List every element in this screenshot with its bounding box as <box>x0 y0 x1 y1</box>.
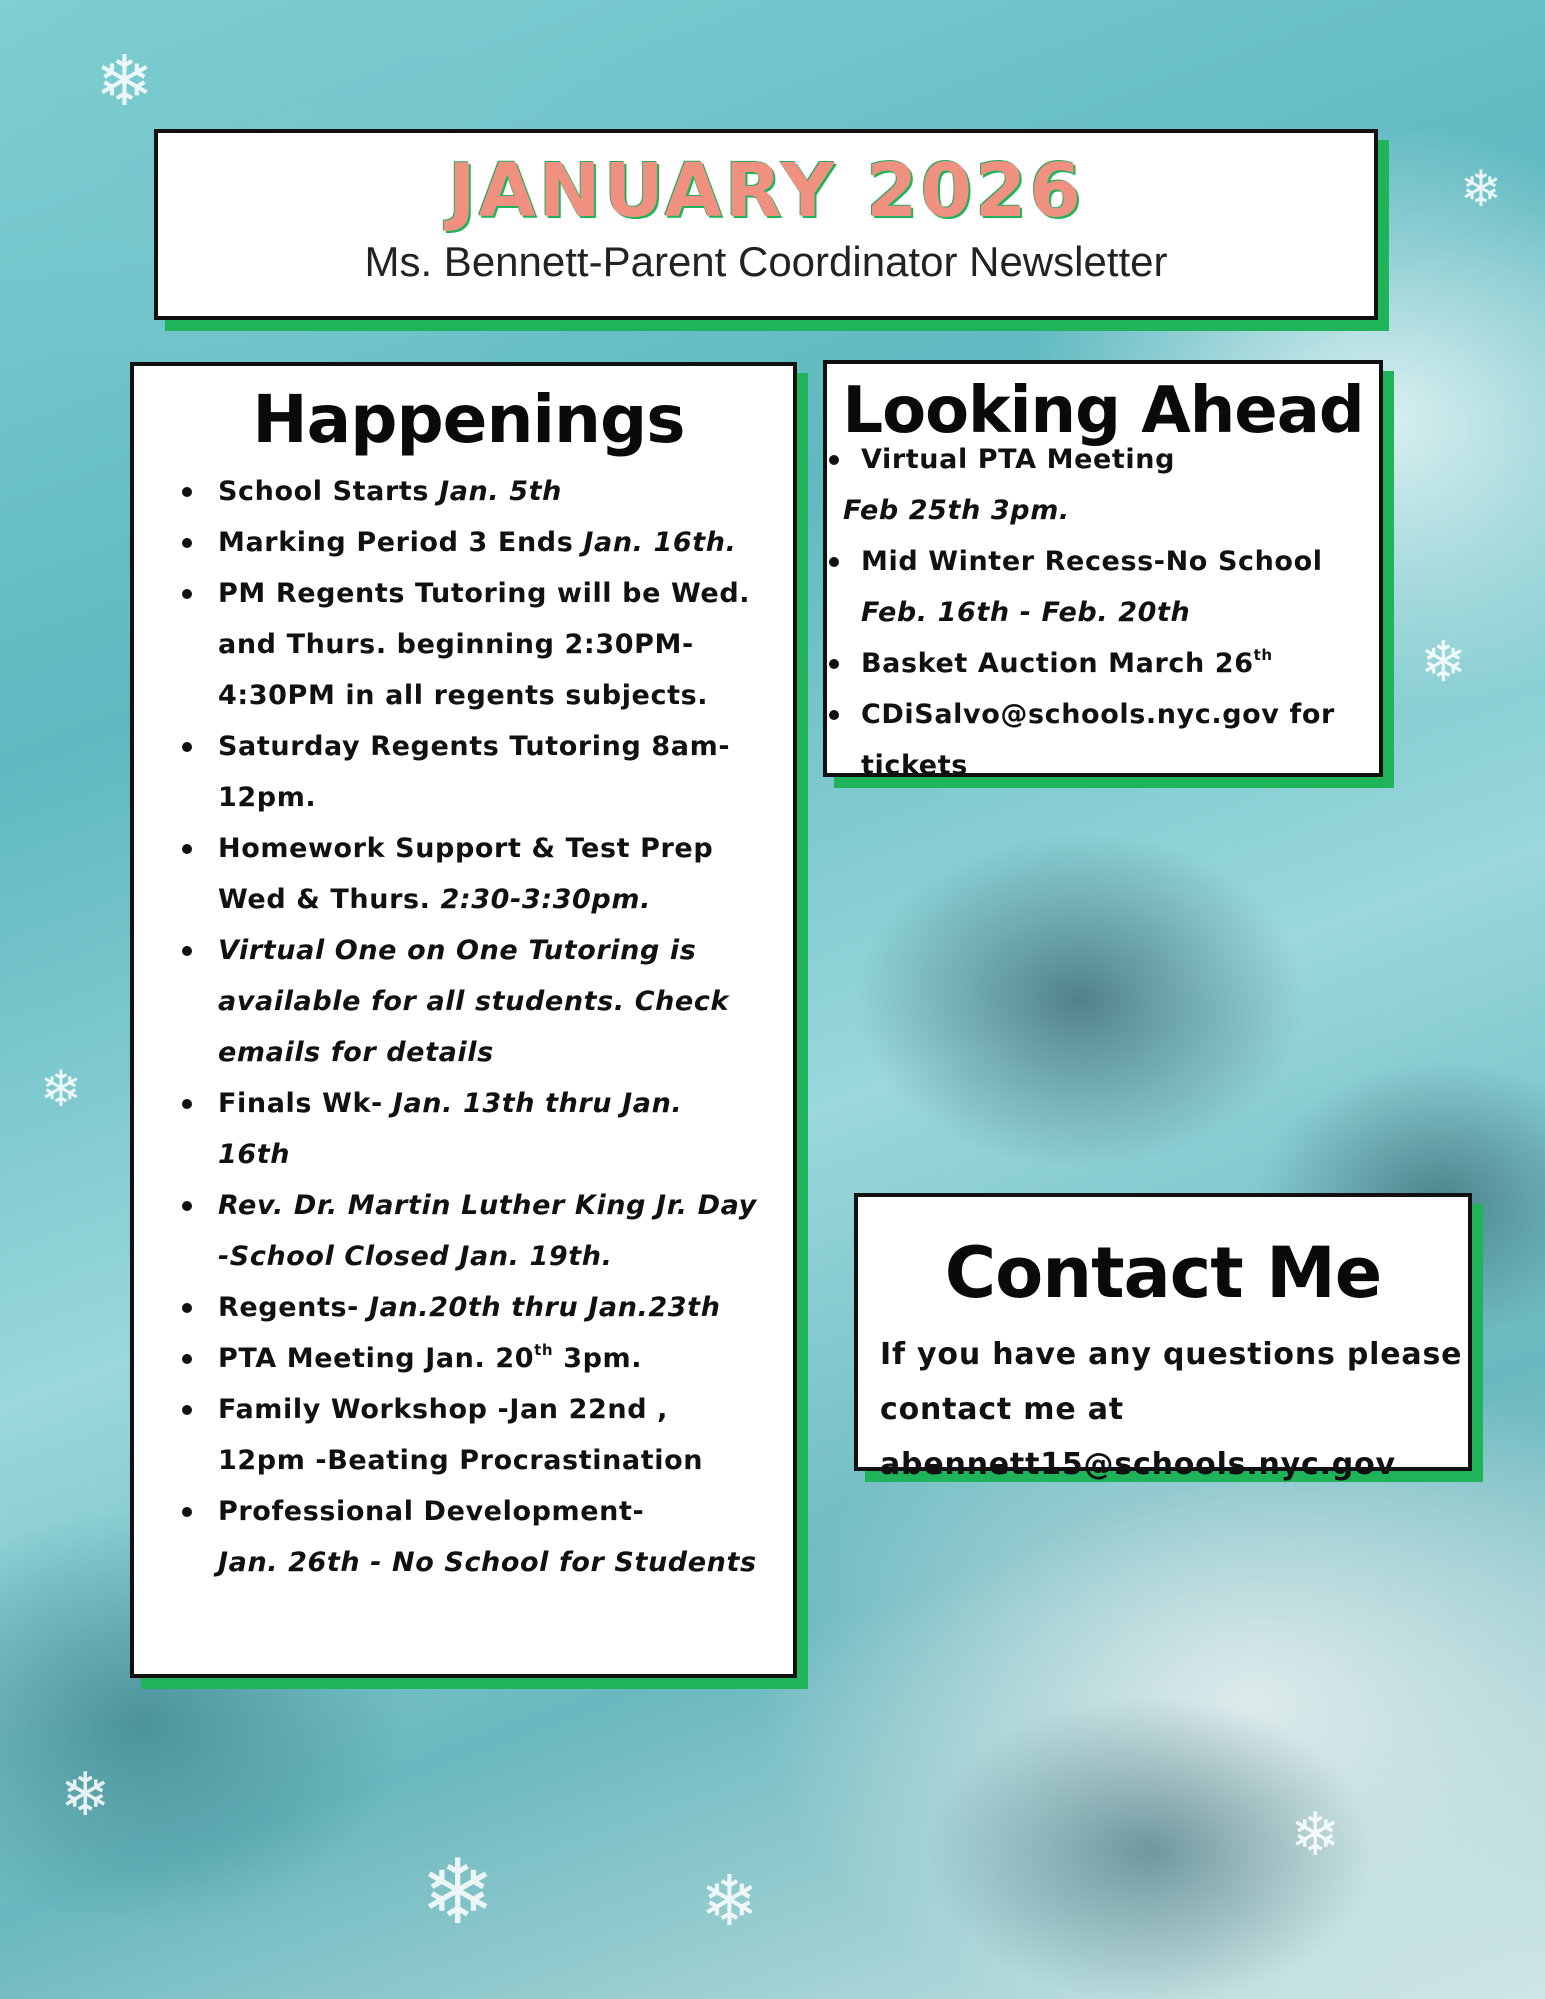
happenings-panel <box>130 362 797 1678</box>
title-banner <box>154 129 1378 320</box>
snowflake-icon: ❄ <box>1290 1800 1341 1870</box>
contact-heading: Contact Me <box>944 1232 1382 1314</box>
list-item: Family Workshop -Jan 22nd , 12pm -Beating Procrastination <box>174 1384 763 1486</box>
happenings-heading: Happenings <box>252 381 685 458</box>
list-item: Homework Support & Test Prep Wed & Thurs. 2:30-3:30pm. <box>174 823 763 925</box>
list-item: PM Regents Tutoring will be Wed. and Thurs. beginning 2:30PM-4:30PM in all regents subjects. <box>174 568 763 721</box>
looking-ahead-heading: Looking Ahead <box>842 374 1364 448</box>
list-item: Professional Development- Jan. 26th - No School for Students <box>174 1486 763 1588</box>
list-item: Finals Wk- Jan. 13th thru Jan. 16th <box>174 1078 763 1180</box>
list-item: PTA Meeting Jan. 20th 3pm. <box>174 1333 763 1384</box>
list-item: Regents- Jan.20th thru Jan.23th <box>174 1282 763 1333</box>
snowflake-icon: ❄ <box>420 1840 496 1945</box>
snowflake-icon: ❄ <box>700 1860 759 1942</box>
ticket-email-link[interactable]: CDiSalvo@schools.nyc.gov for tickets <box>861 699 1335 781</box>
snowflake-icon: ❄ <box>1420 630 1467 695</box>
list-item: Rev. Dr. Martin Luther King Jr. Day -School Closed Jan. 19th. <box>174 1180 763 1282</box>
list-item: School Starts Jan. 5th <box>174 466 763 517</box>
newsletter-subtitle: Ms. Bennett-Parent Coordinator Newsletter <box>364 238 1168 285</box>
snowflake-icon: ❄ <box>60 1760 111 1830</box>
happenings-list <box>174 466 763 1588</box>
newsletter-title: JANUARY 2026 <box>447 148 1085 234</box>
list-item: Mid Winter Recess-No School Feb. 16th - Feb. 20th <box>827 536 1379 638</box>
contact-panel <box>854 1193 1472 1482</box>
list-item: Marking Period 3 Ends Jan. 16th. <box>174 517 763 568</box>
contact-text[interactable]: If you have any questions please contact me at abennett15@schools.nyc.gov <box>880 1337 1463 1482</box>
list-item: Virtual PTA Meeting <box>827 434 1379 485</box>
looking-ahead-list <box>827 434 1379 791</box>
event-date: Feb 25th 3pm. <box>843 495 1070 526</box>
snowflake-icon: ❄ <box>95 40 154 122</box>
snowflake-icon: ❄ <box>1460 160 1502 218</box>
list-item: Saturday Regents Tutoring 8am-12pm. <box>174 721 763 823</box>
list-item: Virtual One on One Tutoring is available for all students. Check emails for details <box>174 925 763 1078</box>
list-item: Basket Auction March 26th <box>827 638 1379 689</box>
snowflake-icon: ❄ <box>40 1060 82 1118</box>
list-item[interactable] <box>827 689 1379 791</box>
looking-ahead-panel <box>823 360 1383 781</box>
